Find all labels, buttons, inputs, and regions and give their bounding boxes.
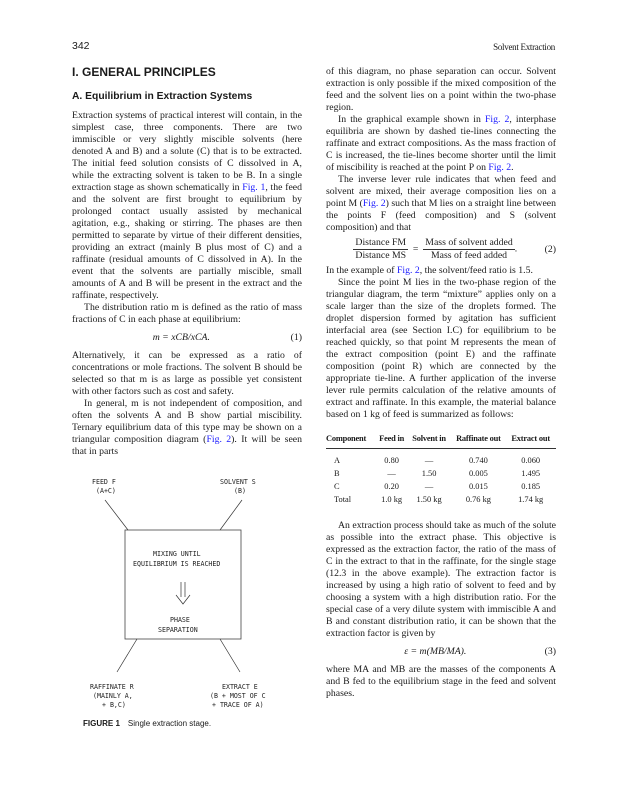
table-cell: 1.50 kg [416, 495, 442, 504]
material-balance-table [326, 433, 556, 506]
figure-caption [60, 718, 290, 730]
raffinate-label-sub: + B,C) [102, 701, 126, 709]
column-header: Feed in [376, 433, 408, 449]
text: The inverse lever rule indicates that when feed and solvent are mixed, their average composition lies on a point M ( [326, 174, 556, 209]
table-cell: — [387, 469, 396, 478]
paragraph: Since the point M lies in the two-phase region of the triangular diagram, the term “mixture” applies only on a scale larger than the size of the droplets formed. The droplet dispersion formed by agitation has sufficient interfacial area (see Section I.C) for equilibrium to be reached quickly, so that point M represents the mean of the extract composition (point E) and the raffinate composition (point R) which are connected by the appropriate tie-line. A further application of the inverse lever rule permits calculation of the relative amounts of extract and raffinate. In this example, the material balance based on 1 kg of feed is summarized as follows: [326, 277, 556, 420]
paragraph [326, 114, 556, 174]
equation-2: $\frac{\text{Distance FM}}{\text{Distance MS}}$ = $\frac{\text{Mass of solvent added}}{\text{Mass of feed added}}$ . (2) [355, 237, 556, 261]
paragraph: Alternatively, it can be expressed as a ratio of concentrations or mole fractions. The solvent B should be selected so that m is as large as possible yet consistent with other factors such as cost and safety. [72, 350, 302, 397]
caption-label: FIGURE 1 [83, 719, 120, 728]
extract-arrow [220, 639, 240, 672]
column-header: Solvent in [409, 433, 452, 449]
paragraph [72, 110, 302, 302]
figure-link[interactable]: Fig. 2 [206, 434, 232, 445]
left-column [72, 110, 302, 730]
text: ) such that M lies on a straight line between the points F (feed composition) and S (solvent composition) and that [326, 198, 556, 233]
equation-body: m = xCB/xCA. [152, 332, 210, 343]
text: ). It will be seen that in parts [72, 434, 302, 457]
text: In the graphical example shown in [338, 114, 485, 125]
box-text: PHASE [170, 616, 190, 624]
figure-link[interactable]: Fig. 1 [242, 182, 266, 193]
extract-label: EXTRACT E [222, 683, 258, 691]
table-header-row [326, 433, 556, 449]
extract-label-sub: + TRACE OF A) [212, 701, 264, 709]
table-cell: 0.76 kg [465, 495, 491, 504]
raffinate-arrow [117, 639, 137, 672]
solvent-label-sub: (B) [234, 487, 246, 495]
table-cell: 0.060 [521, 456, 541, 465]
paragraph: The distribution ratio m is defined as the ratio of mass fractions of C in each phase at equilibrium: [72, 302, 302, 325]
right-column [326, 66, 556, 700]
numerator: Distance FM [355, 237, 407, 248]
table-cell: B [334, 469, 340, 478]
table-cell: — [424, 482, 434, 491]
table-cell: 0.20 [384, 482, 399, 491]
paragraph: where MA and MB are the masses of the components A and B fed to the equilibrium stage in the feed and solvent phases. [326, 664, 556, 699]
equation-body: ε = m(MB/MA). [404, 646, 467, 657]
paragraph [72, 398, 302, 458]
table-cell: 1.0 kg [381, 495, 403, 504]
page-number: 342 [72, 40, 90, 52]
figure-1 [60, 472, 290, 730]
caption-text: Single extraction stage. [127, 719, 212, 728]
paragraph: An extraction process should take as much of the solute as possible into the extract phase. This objective is expressed as the extraction factor, the ratio of the mass of C in the extract to that in the raffinate, for the single stage (12.3 in the above example). The extraction factor is increased by using a high ratio of solvent to feed and by choosing a system with a high distribution ratio. For the special case of a very dilute system with immiscible A and B and constant distribution ratio, it can be shown that the extraction factor is given by [326, 520, 556, 639]
table-cell: 0.015 [468, 482, 488, 491]
double-down-arrow-icon [176, 582, 190, 604]
figure-link[interactable]: Fig. 2 [396, 265, 420, 276]
running-title: Solvent Extraction [493, 42, 555, 52]
table-cell: A [334, 456, 341, 465]
text: , interphase equilibria are shown by dashed tie-lines connecting the raffinate and extract compositions. As the mass fraction of C is increased, the tie-lines become shorter until the limit of miscibility is reached at the point P on [326, 114, 556, 173]
text: Extraction systems of practical interest will contain, in the simplest case, three components. There are two immiscible or very slightly miscible solvents (here denoted A and B) and a solute (C) that is to be extracted. The initial feed solution consists of C dissolved in A, while the extracting solvent is taken to be B. In a single extraction stage as shown schematically in [72, 110, 302, 193]
figure-1-diagram [60, 472, 310, 714]
numerator: Mass of solvent added [425, 237, 513, 248]
table-cell: 1.50 [421, 469, 437, 478]
column-header: Component [326, 433, 376, 449]
text: In the example of [326, 265, 397, 276]
section-heading: I. GENERAL PRINCIPLES [72, 65, 216, 79]
equation-3 [326, 646, 556, 658]
table-row [326, 467, 556, 480]
denominator: Distance MS [355, 250, 407, 261]
table-cell: Total [334, 495, 352, 504]
figure-link[interactable]: Fig. 2 [488, 162, 512, 173]
feed-label-sub: (A+C) [96, 487, 116, 495]
raffinate-label-sub: (MAINLY A, [93, 692, 133, 700]
text: , the solvent/feed ratio is 1.5. [419, 265, 533, 276]
table-cell: C [334, 482, 340, 491]
equation-1 [72, 332, 302, 344]
denominator: Mass of feed added [430, 250, 508, 261]
text: , the feed and the solvent are first brought to equilibrium by prolonged contact usually assisted by mechanical agitation, e.g., shaking or stirring. The phases are then permitted to separate by virtue of their different densities, providing an extract (mainly B plus most of C) and a raffinate (residual amounts of C dissolved in A). In the event that the solvents are partially miscible, small amounts of A and B will be present in the extract and the raffinate, respectively. [72, 182, 302, 301]
table-cell: 0.740 [468, 456, 488, 465]
feed-arrow [105, 500, 128, 530]
table-row [326, 449, 556, 468]
table-cell: 1.74 kg [518, 495, 544, 504]
table-cell: — [424, 456, 434, 465]
equation-number: (2) [544, 243, 556, 255]
table-row [326, 493, 556, 506]
column-header: Raffinate out [451, 433, 507, 449]
equation-number: (1) [290, 332, 302, 343]
raffinate-label: RAFFINATE R [90, 683, 134, 691]
rhs-fraction [423, 237, 514, 262]
equation-number: (3) [544, 646, 556, 657]
feed-label: FEED F [92, 478, 116, 486]
figure-link[interactable]: Fig. 2 [484, 114, 510, 125]
subsection-heading: A. Equilibrium in Extraction Systems [72, 91, 253, 102]
lhs-fraction [353, 237, 408, 262]
solvent-label: SOLVENT S [220, 478, 256, 486]
figure-link[interactable]: Fig. 2 [362, 198, 386, 209]
table-cell: 0.185 [521, 482, 541, 491]
table-cell: 0.005 [468, 469, 488, 478]
solvent-arrow [220, 500, 242, 530]
table-row [326, 480, 556, 493]
paragraph [326, 174, 556, 234]
text: . [511, 162, 514, 173]
column-header: Extract out [507, 433, 556, 449]
extract-label-sub: (B + MOST OF C [210, 692, 266, 700]
text: In general, m is not independent of composition, and often the solvents A and B show partial miscibility. Ternary equilibrium data of this type may be shown on a triangular composition diagram ( [72, 398, 302, 445]
box-text: EQUILIBRIUM IS REACHED [133, 560, 221, 568]
box-text: MIXING UNTIL [153, 550, 201, 558]
box-text: SEPARATION [158, 626, 198, 634]
paragraph [326, 265, 556, 277]
table-cell: 0.80 [384, 456, 399, 465]
table-cell: 1.495 [521, 469, 541, 478]
paragraph: of this diagram, no phase separation can occur. Solvent extraction is only possible if the mixed composition of the feed and the solvent lies on a point within the two-phase region. [326, 66, 556, 113]
